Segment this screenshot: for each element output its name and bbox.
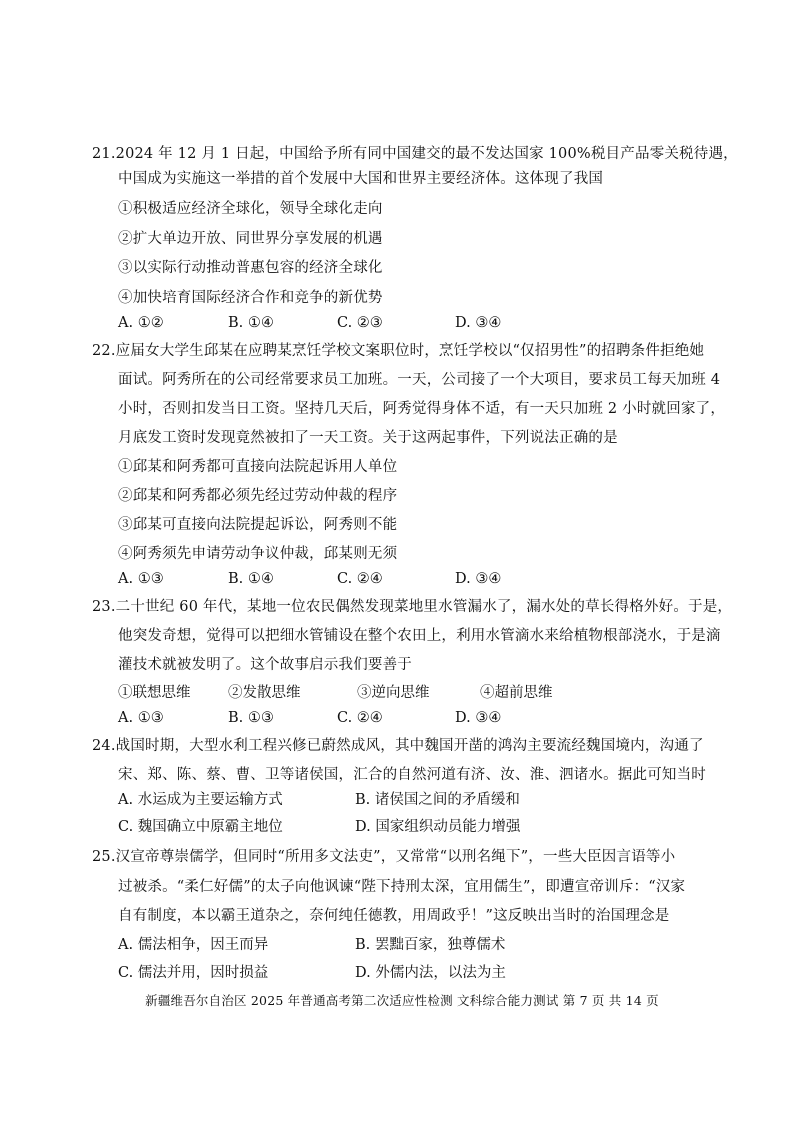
q22-stem-line-4: 月底发工资时发现竟然被扣了一天工资。关于这两起事件，下列说法正确的是	[118, 430, 618, 446]
q23-stem-line-3: 灌技术就被发明了。这个故事启示我们要善于	[118, 657, 412, 673]
q25-stem-line-1: 25.汉宣帝尊崇儒学，但同时“所用多文法吏”，又常常“以刑名绳下”，一些大臣因言语等小	[92, 849, 676, 865]
q25-option-c: C. 儒法并用，因时损益	[118, 965, 269, 981]
q22-stem-line-3: 小时，否则扣发当日工资。坚持几天后，阿秀觉得身体不适，有一天只加班 2 小时就回家了，	[118, 401, 726, 417]
q24-option-d: D. 国家组织动员能力增强	[355, 819, 521, 835]
q25-option-a: A. 儒法相争，因王而异	[118, 937, 269, 953]
q24-option-b: B. 诸侯国之间的矛盾缓和	[355, 792, 520, 808]
q21-statement-2: ②扩大单边开放、同世界分享发展的机遇	[118, 231, 383, 247]
q24-stem-line-1: 24.战国时期，大型水利工程兴修已蔚然成风，其中魏国开凿的鸿沟主要流经魏国境内，沟通了	[92, 738, 704, 754]
q21-option-b: B. ①④	[228, 315, 274, 331]
q25-option-b: B. 罢黜百家，独尊儒术	[355, 937, 506, 953]
q23-stem-line-2: 他突发奇想，觉得可以把细水管铺设在整个农田上，利用水管滴水来给植物根部浇水，于是滴	[118, 628, 721, 644]
q22-statement-4: ④阿秀须先申请劳动争议仲裁，邱某则无须	[118, 546, 398, 562]
q23-stem-line-1: 23.二十世纪 60 年代，某地一位农民偶然发现菜地里水管漏水了，漏水处的草长得格外好。于是，	[92, 599, 733, 615]
q21-stem-line-1: 21.2024 年 12 月 1 日起，中国给予所有同中国建交的最不发达国家 100%税目产品零关税待遇，	[92, 146, 738, 162]
q22-option-c: C. ②④	[337, 571, 383, 587]
q23-statement-2: ②发散思维	[228, 685, 301, 701]
q21-statement-4: ④加快培育国际经济合作和竞争的新优势	[118, 290, 383, 306]
q23-option-a: A. ①③	[118, 710, 164, 726]
q25-stem-line-2: 过被杀。“柔仁好儒”的太子向他讽谏“陛下持刑太深，宜用儒生”，即遭宣帝训斥：“汉家	[118, 879, 686, 895]
q22-statement-1: ①邱某和阿秀都可直接向法院起诉用人单位	[118, 459, 398, 475]
q21-option-a: A. ①②	[118, 315, 164, 331]
page-footer: 新疆维吾尔自治区 2025 年普通高考第二次适应性检测 文科综合能力测试 第 7 页 共 14 页	[145, 993, 659, 1008]
q24-stem-line-2: 宋、郑、陈、蔡、曹、卫等诸侯国，汇合的自然河道有济、汝、淮、泗诸水。据此可知当时	[118, 767, 706, 783]
q22-option-b: B. ①④	[228, 571, 274, 587]
q21-stem-line-2: 中国成为实施这一举措的首个发展中大国和世界主要经济体。这体现了我国	[118, 171, 604, 187]
q21-option-d: D. ③④	[455, 315, 502, 331]
q22-option-d: D. ③④	[455, 571, 502, 587]
q22-statement-2: ②邱某和阿秀都必须先经过劳动仲裁的程序	[118, 488, 398, 504]
q21-option-c: C. ②③	[337, 315, 383, 331]
q23-option-c: C. ②④	[337, 710, 383, 726]
q23-option-b: B. ①③	[228, 710, 274, 726]
q24-option-c: C. 魏国确立中原霸主地位	[118, 819, 283, 835]
q23-statement-4: ④超前思维	[480, 685, 553, 701]
q23-option-d: D. ③④	[455, 710, 502, 726]
q25-stem-line-3: 自有制度，本以霸王道杂之，奈何纯任德教，用周政乎！”这反映出当时的治国理念是	[118, 908, 670, 924]
q24-option-a: A. 水运成为主要运输方式	[118, 792, 283, 808]
q22-option-a: A. ①③	[118, 571, 164, 587]
q23-statement-1: ①联想思维	[118, 685, 191, 701]
q25-option-d: D. 外儒内法，以法为主	[355, 965, 506, 981]
q21-statement-1: ①积极适应经济全球化，领导全球化走向	[118, 201, 383, 217]
q22-stem-line-1: 22.应届女大学生邱某在应聘某烹饪学校文案职位时，烹饪学校以“仅招男性”的招聘条件拒绝她	[92, 343, 705, 359]
q23-statement-3: ③逆向思维	[357, 685, 430, 701]
q22-stem-line-2: 面试。阿秀所在的公司经常要求员工加班。一天，公司接了一个大项目，要求员工每天加班 4	[118, 372, 721, 388]
q21-statement-3: ③以实际行动推动普惠包容的经济全球化	[118, 260, 383, 276]
q22-statement-3: ③邱某可直接向法院提起诉讼，阿秀则不能	[118, 517, 398, 533]
